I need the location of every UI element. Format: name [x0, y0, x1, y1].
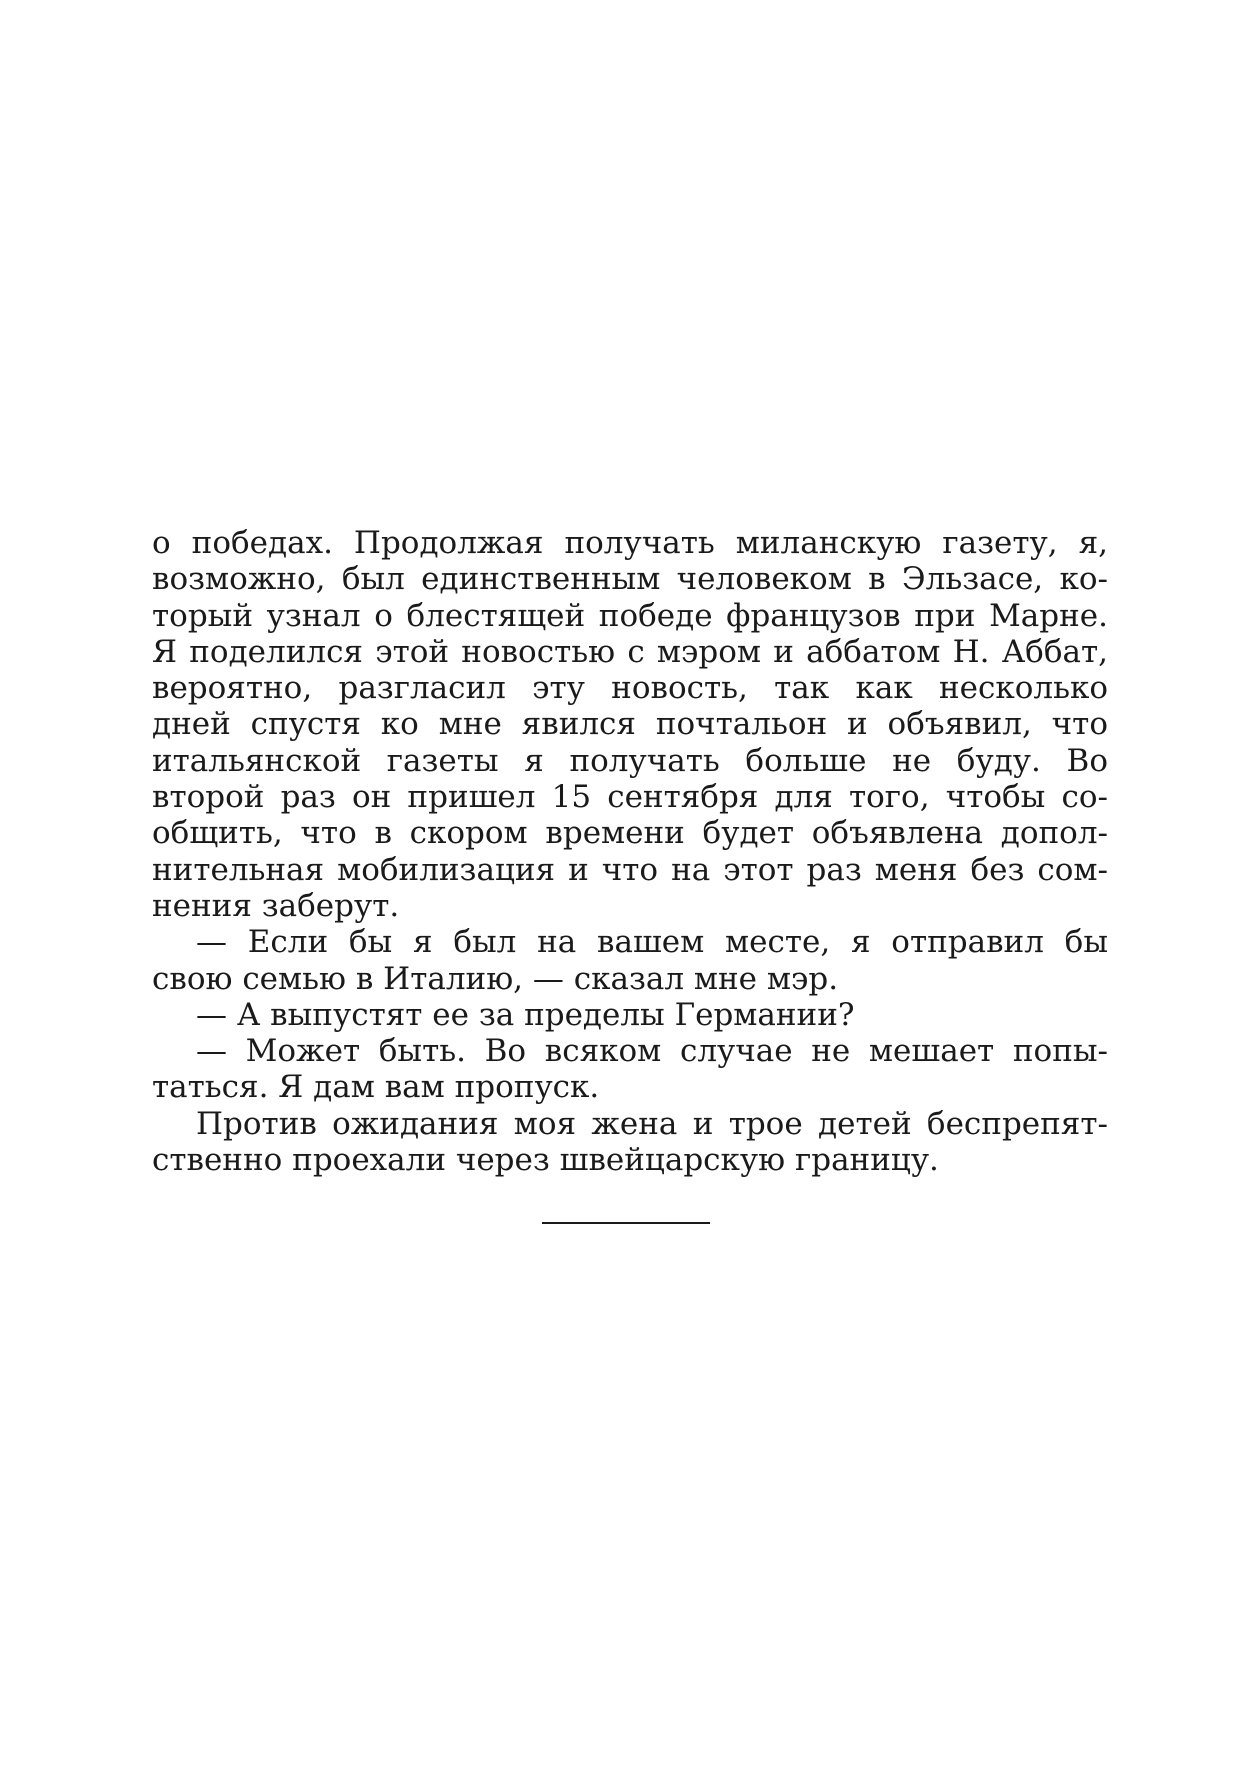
text-line: второй раз он пришел 15 сентября для того, чтобы со-: [152, 779, 1108, 816]
text-line: возможно, был единственным человеком в Эльзасе, ко-: [152, 561, 1108, 598]
text-line: дней спустя ко мне явился почтальон и объявил, что: [152, 706, 1108, 743]
dialogue-line: — А выпустят ее за пределы Германии?: [196, 996, 855, 1033]
dialogue-line: — Если бы я был на вашем месте, я отправил бы: [196, 924, 1108, 961]
text-line: нения заберут.: [152, 887, 400, 924]
text-line: нительная мобилизация и что на этот раз меня без сом-: [152, 851, 1108, 888]
text-line: Против ожидания моя жена и трое детей беспрепят-: [196, 1105, 1108, 1142]
text-line: вероятно, разгласил эту новость, так как несколько: [152, 670, 1108, 707]
text-line: торый узнал о блестящей победе французов при Марне.: [152, 597, 1108, 634]
text-line: ственно проехали через швейцарскую границу.: [152, 1142, 939, 1179]
text-line: итальянской газеты я получать больше не буду. Во: [152, 742, 1108, 779]
dialogue-line: — Может быть. Во всяком случае не мешает попы-: [196, 1033, 1108, 1070]
dialogue-line: таться. Я дам вам пропуск.: [152, 1069, 600, 1106]
text-line: Я поделился этой новостью с мэром и аббатом Н. Аббат,: [152, 633, 1108, 670]
text-line: о победах. Продолжая получать миланскую газету, я,: [152, 525, 1108, 561]
dialogue-line: свою семью в Италию, — сказал мне мэр.: [152, 960, 839, 997]
body-text: [152, 525, 1108, 1178]
text-line: общить, что в скором времени будет объявлена допол-: [152, 815, 1108, 852]
section-divider: [542, 1222, 710, 1224]
